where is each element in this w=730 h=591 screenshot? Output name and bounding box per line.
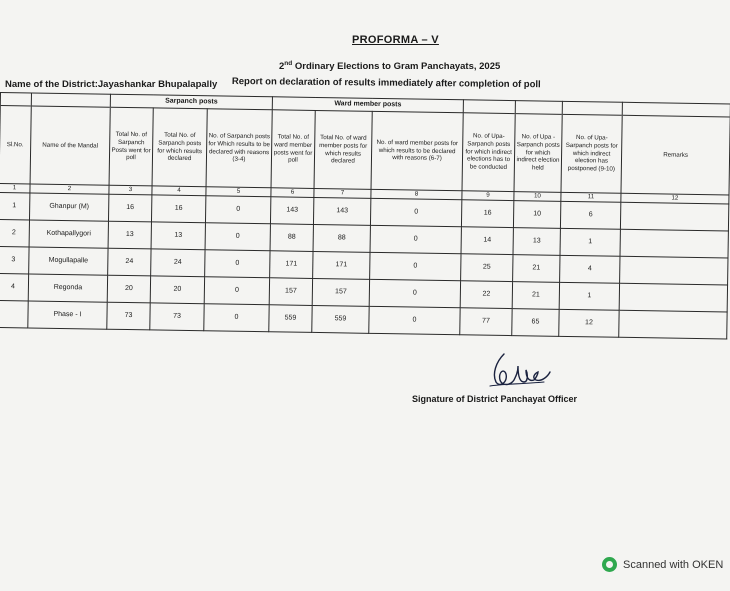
col-number: 8 (371, 189, 462, 199)
cell-value: 4 (560, 255, 620, 283)
cell-sl: 3 (0, 246, 29, 273)
cell-mandal: Ghanpur (M) (29, 193, 108, 221)
cell-value: 559 (269, 305, 312, 333)
col-number: 5 (206, 187, 271, 197)
results-table (0, 92, 730, 339)
cell-value: 25 (461, 254, 513, 282)
cell-value: 88 (270, 224, 313, 252)
cell-value: 0 (204, 304, 269, 332)
col-header-ward-pending: No. of ward member posts for which results to be declared with reasons (6-7) (371, 111, 463, 190)
cell-phase: Phase - I (28, 301, 107, 329)
election-number: 2 (279, 61, 285, 73)
cell-value: 0 (369, 306, 460, 334)
sarpanch-group-header: Sarpanch posts (110, 94, 272, 110)
cell-value: 1 (560, 228, 620, 256)
report-title: Report on declaration of results immediately after completion of poll (231, 76, 541, 91)
cell-value: 0 (370, 252, 461, 280)
cell-value: 143 (270, 197, 313, 225)
cell-remarks (620, 256, 728, 285)
col-header-upa-held: No. of Upa -Sarpanch posts for which indirect election held (514, 114, 562, 193)
cell-value: 0 (205, 223, 270, 251)
scanner-logo-icon (602, 557, 617, 572)
col-number: 11 (561, 192, 621, 202)
cell-value: 13 (513, 228, 560, 256)
cell-value: 171 (313, 251, 370, 279)
election-ordinal: nd (284, 60, 293, 67)
election-title (279, 60, 500, 72)
cell-value: 0 (370, 225, 461, 253)
cell-value: 13 (108, 221, 151, 249)
blank-group-cell (562, 101, 622, 115)
cell-value: 171 (270, 251, 313, 279)
cell-remarks (620, 202, 728, 231)
col-header-sarpanch-pending: No. of Sarpanch posts for Which results to be declared with reasons (3-4) (206, 109, 272, 188)
blank-group-cell (515, 101, 562, 115)
cell-value: 157 (269, 278, 312, 306)
cell-value: 24 (151, 249, 205, 277)
col-header-upa-postponed: No. of Upa-Sarpanch posts for which indirect election has postponed (9-10) (561, 114, 622, 193)
col-number: 2 (30, 184, 109, 194)
cell-mandal: Mogullapalle (29, 247, 108, 275)
col-number: 7 (314, 188, 371, 198)
district-label: Name of the District:Jayashankar Bhupalapally (5, 79, 218, 90)
cell-remarks (620, 229, 728, 258)
cell-value: 559 (312, 305, 369, 333)
col-header-sarpanch-poll: Total No. of Sarpanch Posts went for poll (109, 107, 153, 186)
column-header-row (0, 106, 730, 195)
cell-value: 0 (205, 250, 270, 278)
col-header-sl: Sl.No. (0, 106, 31, 184)
col-header-sarpanch-declared: Total No. of Sarpanch posts for which results declared (152, 108, 207, 187)
cell-sl (0, 300, 28, 327)
col-number: 12 (621, 193, 729, 204)
cell-value: 0 (204, 277, 269, 305)
cell-value: 20 (150, 276, 204, 304)
cell-value: 73 (107, 302, 150, 330)
col-header-mandal: Name of the Mandal (30, 106, 110, 185)
scanner-watermark (602, 557, 723, 572)
cell-value: 14 (461, 227, 513, 255)
col-header-ward-declared: Total No. of ward member posts for which results declared (314, 110, 372, 189)
cell-value: 16 (461, 200, 513, 228)
cell-value: 73 (150, 303, 204, 331)
cell-mandal: Regonda (28, 274, 107, 302)
cell-value: 77 (460, 308, 512, 336)
blank-group-cell (463, 100, 515, 114)
col-number: 4 (152, 186, 206, 196)
col-header-remarks: Remarks (621, 115, 730, 195)
col-header-ward-poll: Total No. of ward member posts went for poll (271, 110, 315, 189)
cell-value: 65 (512, 309, 559, 337)
blank-group-cell (31, 93, 110, 107)
cell-value: 13 (151, 222, 205, 250)
cell-value: 10 (513, 201, 560, 229)
scanner-text: Scanned with OKEN (623, 558, 724, 571)
cell-sl: 2 (0, 219, 29, 246)
cell-value: 1 (559, 282, 619, 310)
cell-value: 16 (151, 195, 205, 223)
cell-value: 0 (370, 198, 461, 226)
blank-group-cell (0, 93, 31, 106)
ward-group-header: Ward member posts (272, 97, 463, 113)
cell-value: 0 (369, 279, 460, 307)
cell-value: 22 (460, 281, 512, 309)
cell-value: 0 (205, 196, 270, 224)
cell-sl: 4 (0, 273, 29, 300)
cell-value: 21 (512, 282, 559, 310)
cell-value: 24 (108, 248, 151, 276)
cell-value: 6 (560, 201, 620, 229)
col-number: 9 (462, 191, 514, 201)
cell-sl: 1 (0, 192, 30, 219)
col-header-upa-to-conduct: No. of Upa-Sarpanch posts for which indirect elections has to be conducted (462, 113, 515, 192)
election-text: Ordinary Elections to Gram Panchayats, 2025 (292, 61, 501, 73)
handwritten-signature (482, 352, 552, 398)
col-number: 1 (0, 183, 30, 192)
cell-value: 88 (313, 224, 370, 252)
cell-value: 12 (559, 309, 619, 337)
proforma-title: PROFORMA – V (352, 34, 439, 46)
cell-mandal: Kothapallygori (29, 220, 108, 248)
col-number: 10 (514, 192, 561, 202)
cell-remarks (619, 310, 727, 339)
cell-remarks (619, 283, 727, 312)
col-number: 3 (109, 185, 152, 195)
cell-value: 143 (313, 197, 370, 225)
signature-label: Signature of District Panchayat Officer (412, 394, 578, 404)
col-number: 6 (271, 188, 314, 198)
cell-value: 20 (107, 275, 150, 303)
results-table-wrapper (0, 92, 730, 339)
cell-value: 16 (108, 194, 151, 222)
cell-value: 157 (312, 278, 369, 306)
cell-value: 21 (513, 255, 560, 283)
